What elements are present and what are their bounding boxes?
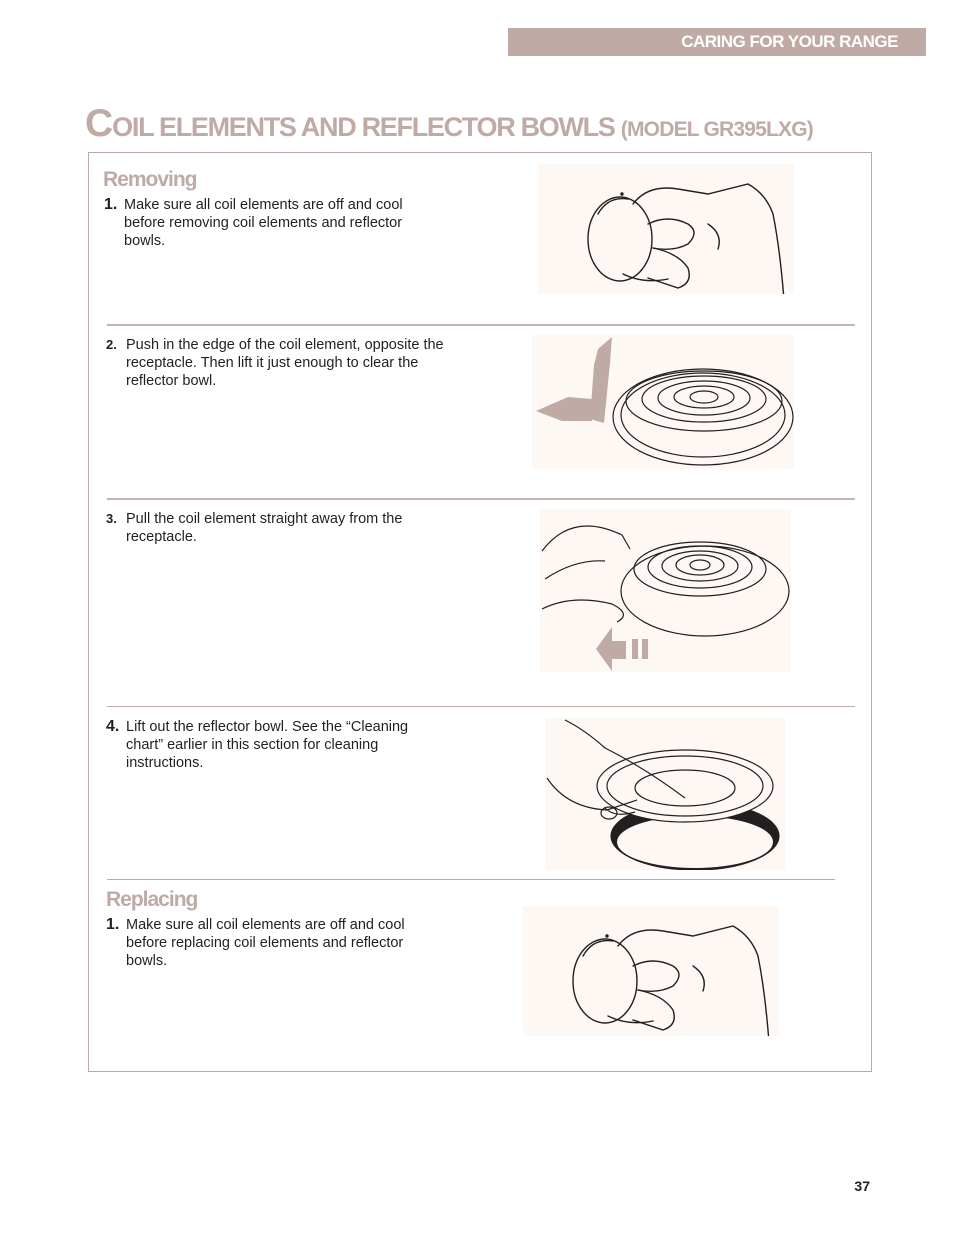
reflector-bowl-lift-icon	[545, 718, 785, 870]
title-initial: C	[85, 102, 113, 145]
instructions-panel	[88, 152, 872, 1072]
section-divider	[107, 879, 835, 880]
step-number: 4.	[106, 718, 120, 735]
step-text: Make sure all coil elements are off and cool before removing coil elements and reflector bowls.	[124, 197, 403, 249]
removing-step-2	[106, 336, 451, 390]
replacing-step-1	[106, 916, 421, 970]
page-number: 37	[854, 1178, 870, 1194]
step-number: 2.	[106, 337, 117, 352]
title-main: OIL ELEMENTS AND REFLECTOR BOWLS	[112, 112, 615, 142]
title-model: (MODEL GR395LXG)	[620, 118, 813, 141]
removing-step-4	[106, 718, 446, 772]
step-text: Push in the edge of the coil element, opposite the receptacle. Then lift it just enough to clear the reflector bowl.	[126, 337, 444, 389]
control-knob-hand-icon	[538, 164, 794, 294]
step-text: Lift out the reflector bowl. See the “Cleaning chart” earlier in this section for cleaning instructions.	[126, 719, 409, 771]
step-text: Pull the coil element straight away from the receptacle.	[126, 511, 403, 545]
step-number: 1.	[106, 916, 120, 933]
step-text: Make sure all coil elements are off and cool before replacing coil elements and reflector bowls.	[126, 917, 405, 969]
control-knob-hand-icon	[523, 906, 779, 1036]
removing-step-3	[106, 510, 416, 546]
page-title	[85, 104, 813, 150]
coil-element-pull-icon	[540, 509, 791, 672]
step-divider	[107, 324, 855, 326]
step-number: 1.	[104, 196, 118, 213]
section-label: CARING FOR YOUR RANGE	[681, 32, 898, 51]
step-divider	[107, 498, 855, 500]
removing-step-1	[104, 196, 414, 250]
step-divider	[107, 706, 855, 707]
step-number: 3.	[106, 511, 117, 526]
section-header-bar	[508, 28, 926, 56]
removing-heading: Removing	[103, 168, 197, 191]
coil-element-lift-icon	[532, 335, 794, 469]
replacing-heading: Replacing	[106, 888, 198, 911]
